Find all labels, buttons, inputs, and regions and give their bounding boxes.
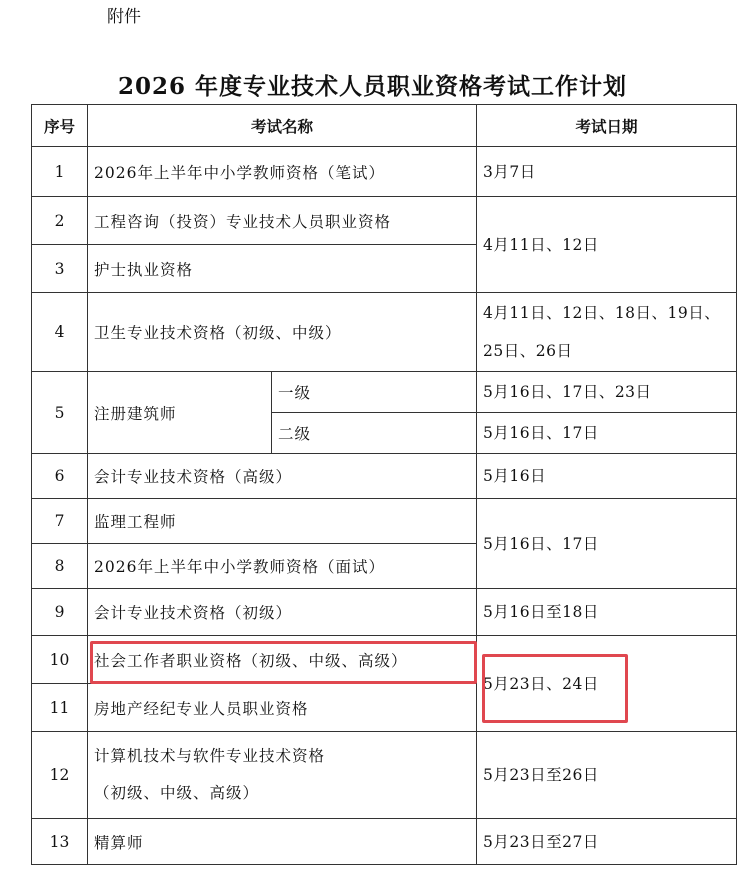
header-no: 序号	[32, 105, 88, 147]
exam-name: 2026年上半年中小学教师资格（面试）	[88, 544, 477, 589]
table-row	[32, 147, 737, 197]
exam-name: 房地产经纪专业人员职业资格	[88, 684, 477, 732]
exam-name-line: （初级、中级、高级）	[94, 784, 260, 802]
row-number: 1	[32, 147, 88, 197]
exam-date: 5月23日至26日	[477, 732, 737, 819]
exam-name: 精算师	[88, 819, 477, 865]
table-row	[32, 499, 737, 544]
exam-date: 5月16日、17日、23日	[477, 372, 737, 413]
table-row	[32, 732, 737, 819]
row-number: 10	[32, 636, 88, 684]
exam-date: 5月16日	[477, 454, 737, 499]
exam-date: 5月23日、24日	[477, 636, 737, 732]
row-number: 6	[32, 454, 88, 499]
table-row	[32, 636, 737, 684]
table-row	[32, 589, 737, 636]
row-number: 4	[32, 293, 88, 372]
exam-name: 注册建筑师	[88, 372, 272, 454]
table-row	[32, 197, 737, 245]
exam-name: 会计专业技术资格（高级）	[88, 454, 477, 499]
exam-date: 3月7日	[477, 147, 737, 197]
row-number: 3	[32, 245, 88, 293]
exam-name: 工程咨询（投资）专业技术人员职业资格	[88, 197, 477, 245]
header-name: 考试名称	[88, 105, 477, 147]
exam-date: 5月16日、17日	[477, 499, 737, 589]
exam-name: 会计专业技术资格（初级）	[88, 589, 477, 636]
table-header-row	[32, 105, 737, 147]
table-row	[32, 372, 737, 413]
page-title: 2026 年度专业技术人员职业资格考试工作计划	[117, 73, 628, 100]
table-row	[32, 293, 737, 372]
exam-name: 卫生专业技术资格（初级、中级）	[88, 293, 477, 372]
exam-date: 4月11日、12日、18日、19日、25日、26日	[477, 293, 737, 372]
row-number: 9	[32, 589, 88, 636]
header-date: 考试日期	[477, 105, 737, 147]
exam-date: 5月16日、17日	[477, 413, 737, 454]
row-number: 11	[32, 684, 88, 732]
exam-name: 社会工作者职业资格（初级、中级、高级）	[88, 636, 477, 684]
row-number: 2	[32, 197, 88, 245]
attachment-label: 附件	[107, 7, 141, 27]
row-number: 13	[32, 819, 88, 865]
exam-date: 4月11日、12日	[477, 197, 737, 293]
exam-name: 护士执业资格	[88, 245, 477, 293]
row-number: 8	[32, 544, 88, 589]
row-number: 12	[32, 732, 88, 819]
exam-date: 5月16日至18日	[477, 589, 737, 636]
exam-level: 二级	[272, 413, 477, 454]
exam-name	[88, 732, 477, 819]
exam-name-line: 计算机技术与软件专业技术资格	[94, 747, 326, 765]
row-number: 7	[32, 499, 88, 544]
row-number: 5	[32, 372, 88, 454]
exam-name: 监理工程师	[88, 499, 477, 544]
exam-name: 2026年上半年中小学教师资格（笔试）	[88, 147, 477, 197]
exam-level: 一级	[272, 372, 477, 413]
exam-schedule-table	[31, 104, 737, 865]
table-row	[32, 454, 737, 499]
table-row	[32, 819, 737, 865]
exam-date: 5月23日至27日	[477, 819, 737, 865]
